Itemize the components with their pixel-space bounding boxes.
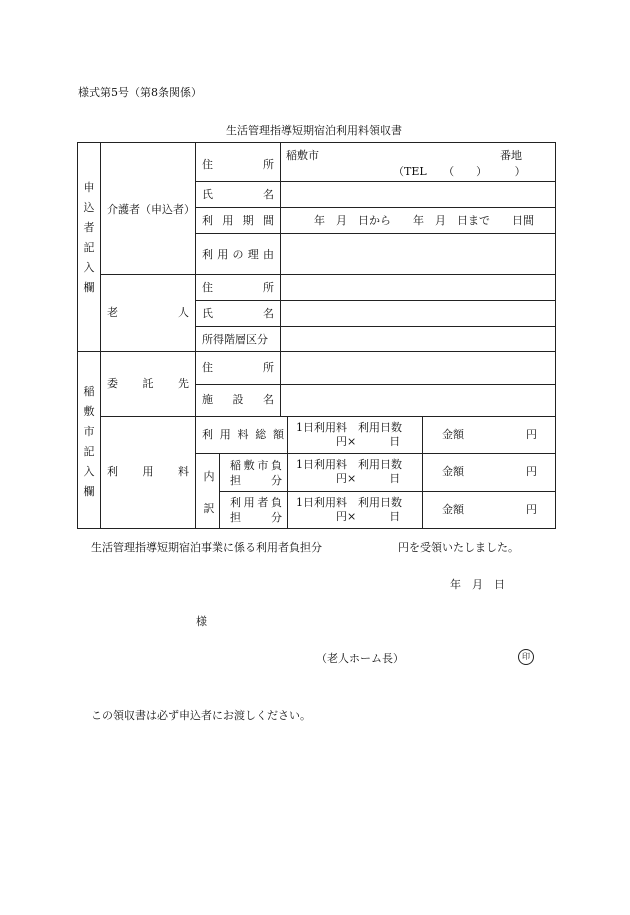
fee-user-burden-label: 利用者負担分 bbox=[230, 496, 282, 524]
fee-user-days: 円× 日 bbox=[336, 510, 401, 523]
fee-user-daily: 1日利用料 利用日数 bbox=[296, 496, 402, 509]
fee-user-amount-label: 金額 bbox=[442, 503, 464, 516]
fee-breakdown-label: 内訳 bbox=[203, 470, 215, 515]
consignee-address-label: 住 所 bbox=[202, 361, 274, 374]
city-section-label: 稲敷市記入欄 bbox=[83, 385, 95, 498]
form-number: 様式第5号（第8条関係） bbox=[78, 86, 202, 99]
caregiver-address-label: 住 所 bbox=[202, 158, 274, 171]
fee-city-yen: 円 bbox=[526, 465, 537, 478]
seal-icon: 印 bbox=[518, 649, 534, 665]
caregiver-name-label: 氏 名 bbox=[202, 188, 274, 201]
consignee-label: 委 託 先 bbox=[107, 377, 189, 390]
caregiver-label: 介護者（申込者） bbox=[107, 203, 195, 216]
fee-user-yen: 円 bbox=[526, 503, 537, 516]
receipt-statement-end: 円を受領いたしました。 bbox=[398, 541, 519, 554]
fee-city-days: 円× 日 bbox=[336, 472, 401, 485]
caregiver-period-value: 年 月 日から 年 月 日まで 日間 bbox=[314, 214, 534, 227]
elderly-label: 老 人 bbox=[107, 306, 189, 319]
fee-label: 利 用 料 bbox=[107, 465, 189, 478]
caregiver-address-city: 稲敷市 bbox=[286, 149, 319, 162]
elderly-name-label: 氏 名 bbox=[202, 307, 274, 320]
fee-total-amount-label: 金額 bbox=[442, 428, 464, 441]
fee-city-burden-label: 稲敷市負担分 bbox=[230, 459, 282, 487]
caregiver-tel: （TEL （ ） ） bbox=[393, 165, 526, 178]
consignee-facility-label: 施 設 名 bbox=[202, 393, 274, 406]
caregiver-period-label: 利用期間 bbox=[202, 214, 274, 227]
fee-total-daily: 1日利用料 利用日数 bbox=[296, 421, 402, 434]
applicant-section-label: 申込者記入欄 bbox=[83, 181, 95, 294]
caregiver-address-banchi: 番地 bbox=[500, 149, 522, 162]
recipient-honorific: 様 bbox=[196, 615, 207, 628]
footer-note: この領収書は必ず申込者にお渡しください。 bbox=[91, 709, 311, 722]
fee-total-days: 円× 日 bbox=[336, 435, 401, 448]
caregiver-reason-label: 利用の理由 bbox=[202, 248, 274, 261]
fee-total-label: 利用料総額 bbox=[202, 428, 284, 441]
fee-city-amount-label: 金額 bbox=[442, 465, 464, 478]
form-title: 生活管理指導短期宿泊利用料領収書 bbox=[226, 124, 402, 137]
receipt-date: 年 月 日 bbox=[450, 578, 505, 591]
director-label: （老人ホーム長） bbox=[316, 652, 404, 665]
fee-city-daily: 1日利用料 利用日数 bbox=[296, 458, 402, 471]
elderly-address-label: 住 所 bbox=[202, 281, 274, 294]
fee-total-yen: 円 bbox=[526, 428, 537, 441]
receipt-statement: 生活管理指導短期宿泊事業に係る利用者負担分 bbox=[91, 541, 322, 554]
elderly-income-label: 所得階層区分 bbox=[202, 333, 268, 346]
